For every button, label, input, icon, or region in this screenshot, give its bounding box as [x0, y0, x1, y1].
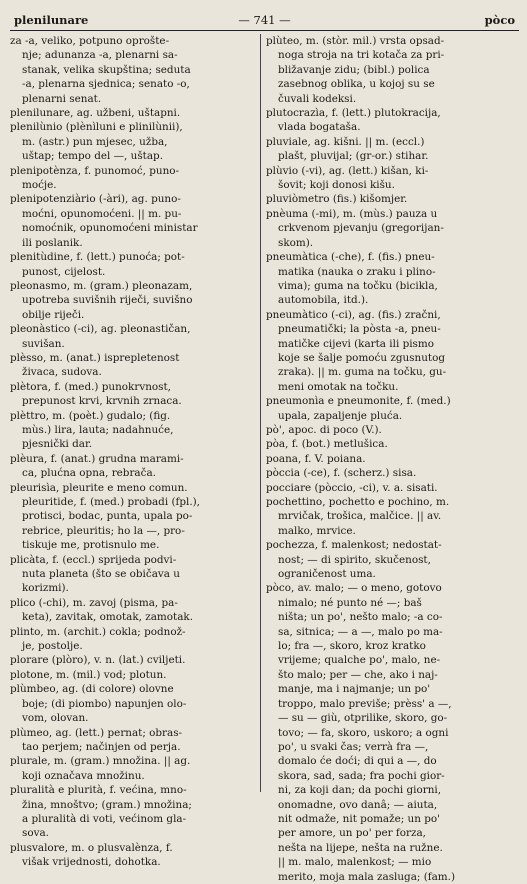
dictionary-entry: pochezza, f. malenkost; nedostat- nost; — di spirito, skučenost, ograničenost uma.	[266, 539, 442, 581]
dictionary-entry: plico (-chi), m. zavoj (pisma, pa- keta), zavitak, omotak, zamotak.	[10, 596, 193, 624]
dictionary-entry: plenipotenziàrio (-àri), ag. puno- moćni, opunomoćeni. || m. pu- nomoćnik, opunomoćeni ministar ili poslanik.	[10, 193, 198, 249]
dictionary-entry: pòccia (-ce), f. (scherz.) sisa.	[266, 467, 417, 480]
dictionary-entry: pluviòmetro (fis.) kišomjer.	[266, 193, 408, 206]
left-column	[10, 34, 256, 869]
dictionary-entry: plèsso, m. (anat.) isprepletenost živaca, sudova.	[10, 351, 180, 379]
dictionary-entry: pò', apoc. di poco (V.).	[266, 423, 382, 436]
page-header	[10, 10, 519, 31]
dictionary-entry: pòco, av. malo; — o meno, gotovo nimalo; né punto né —; baš ništa; un po', nešto malo; -a co- sa, sitnica; — a —, malo po ma- lo; fra —, skoro, kroz kratko vrijeme; qualche po', malo, ne- što malo; per — che, ako i naj- manje, ma i najmanje; un po' troppo, malo previše; prèss' a —, — su — giù, otprilike, skoro, go- tovo; — fa, skoro, uskoro; a ogni po', u svaki čas; verrà fra —, domalo će doći; di qui a —, do skora, sad, sada; fra pochi gior- ni, za koji dan; da pochi giorni, onomadne, ovo danâ; — aiuta, nit odmaže, nit pomaže; un po' per amore, un po' per forza, nešta na lijepe, nešta na ružne. || m. malo, malenkost; — mio merito, moja mala zasluga; (fam.)	[266, 582, 455, 883]
dictionary-entry: pluviale, ag. kišni. || m. (eccl.) plašt, pluvijal; (gr-or.) stihar.	[266, 135, 429, 163]
dictionary-entry: plutocrazìa, f. (lett.) plutokracija, vlada bogataša.	[266, 107, 441, 134]
header-last-word: pòco	[484, 13, 515, 27]
dictionary-entry: plotone, m. (mil.) vod; plotun.	[10, 668, 167, 681]
dictionary-entry: pnèuma (-mi), m. (mùs.) pauza u crkvenom pjevanju (gregorijan- skom).	[266, 207, 444, 249]
dictionary-entry: plenipotènza, f. punomoć, puno- moćje.	[10, 164, 180, 192]
dictionary-entry: plusvalore, m. o plusvalènza, f. višak vrijednosti, dohotka.	[10, 841, 173, 869]
dictionary-entry: plùvio (-vi), ag. (lett.) kišan, ki- šovit; koji donosi kišu.	[266, 164, 429, 192]
dictionary-entry: pneumàtico (-ci), ag. (fis.) zračni, pneumatički; la pòsta -a, pneu- matičke cijevi (karta ili pismo koje se šalje pomoću zgusnutog zraka). || m. guma na točku, gu- meni omotak na točku.	[266, 308, 447, 393]
header-first-word: plenilunare	[14, 13, 89, 27]
dictionary-entry: za -a, veliko, potpuno oprošte- nje; adunanza -a, plenarni sa- stanak, velika skupština; seduta -a, plenarna sjednica; senato -o, plenarni senat.	[10, 35, 191, 105]
dictionary-entry: plèura, f. (anat.) grudna marami- ca, plućna opna, rebrača.	[10, 452, 184, 480]
dictionary-entry: pleurisìa, pleurite e meno comun. pleuritide, f. (med.) probadi (fpl.), protisci, bodac, punta, upala po- rebrice, pleuritis; ho la —, pro- tiskuje me, protisnulo me.	[10, 481, 200, 552]
dictionary-entry: plùmbeo, ag. (di colore) olovne boje; (di piombo) napunjen olo- vom, olovan.	[10, 683, 187, 725]
dictionary-entry: pneumàtica (-che), f. (fis.) pneu- matika (nauka o zraku i plino- vima); guma na točku (bicikla, automobila, itd.).	[266, 251, 438, 307]
dictionary-entry: plenilùnio (plènìluni e plinilùnii), m. (astr.) pun mjesec, užba, uštap; tempo del —, uštap.	[10, 121, 183, 163]
column-divider	[260, 34, 261, 792]
dictionary-entry: plinto, m. (archit.) cokla; podnož- je, postolje.	[10, 625, 186, 653]
dictionary-entry: pleonasmo, m. (gram.) pleonazam, upotreba suvišnih riječi, suvišno obilje riječi.	[10, 279, 193, 321]
dictionary-entry: plurale, m. (gram.) množina. || ag. koji označava množinu.	[10, 755, 191, 782]
text-columns	[10, 34, 519, 883]
dictionary-entry: poana, f. V. poiana.	[266, 452, 366, 465]
dictionary-entry: pluralità e plurità, f. većina, mno- žina, mnoštvo; (gram.) množina; a pluralità di voti, većinom gla- sova.	[10, 784, 192, 840]
dictionary-entry: plorare (plòro), v. n. (lat.) cviljeti.	[10, 654, 186, 667]
dictionary-entry: plùteo, m. (stòr. mil.) vrsta opsad- noga stroja na tri kotača za pri- bližavanje zidu; (bibl.) polica zasebnog oblika, u kojoj su se čuvali kodeksi.	[266, 35, 445, 105]
page-number: — 741 —	[238, 13, 291, 27]
dictionary-entry: pochettino, pochetto e pochino, m. mrvičak, trošica, malčice. || av. malko, mrvice.	[266, 496, 450, 537]
dictionary-entry: plenilunare, ag. užbeni, uštapni.	[10, 107, 181, 120]
dictionary-entry: pocciare (pòccio, -ci), v. a. sisati.	[266, 481, 438, 494]
dictionary-entry: plùmeo, ag. (lett.) pernat; obras- tao perjem; načinjen od perja.	[10, 726, 183, 753]
dictionary-entry: pòa, f. (bot.) metlušica.	[266, 438, 388, 451]
dictionary-entry: pneumonìa e pneumonite, f. (med.) upala, zapaljenje pluća.	[266, 395, 451, 422]
dictionary-entry: plenitùdine, f. (lett.) punoća; pot- punost, cijelost.	[10, 251, 185, 278]
dictionary-entry: plèttro, m. (poèt.) gudalo; (fig. mùs.) lira, lauta; nadahnuće, pjesnički dar.	[10, 409, 174, 451]
dictionary-entry: plètora, f. (med.) punokrvnost, prepunost krvi, krvnih zrnaca.	[10, 380, 182, 408]
dictionary-entry: pleonàstico (-ci), ag. pleonastičan, suvišan.	[10, 323, 191, 350]
dictionary-entry: plicàta, f. (eccl.) sprijeda podvi- nuta planeta (što se običava u korizmi).	[10, 553, 180, 595]
right-column	[266, 34, 519, 883]
